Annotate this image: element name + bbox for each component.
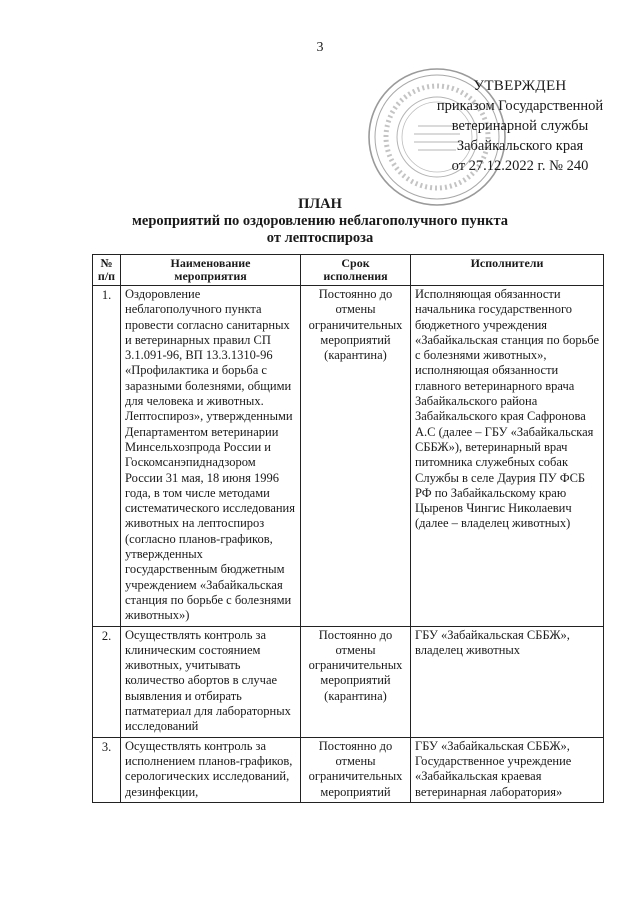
header-activity-line-2: мероприятия [174, 269, 247, 283]
header-executors-label: Исполнители [470, 256, 544, 270]
row-executors: ГБУ «Забайкальская СББЖ», владелец животных [411, 626, 604, 737]
table-row [93, 626, 604, 737]
row-number: 3. [93, 737, 121, 802]
row-term: Постоянно до отмены ограничительных мероприятий [301, 737, 411, 802]
row-activity: Осуществлять контроль за исполнением планов-графиков, серологических исследований, дезинфекции, [121, 737, 301, 802]
row-executors: ГБУ «Забайкальская СББЖ», Государственное учреждение «Забайкальская краевая ветеринарная лаборатория» [411, 737, 604, 802]
header-activity [121, 255, 301, 286]
header-number-line-1: № [100, 256, 113, 270]
row-number: 1. [93, 286, 121, 627]
approval-line-2: ветеринарной службы [451, 118, 589, 134]
row-activity: Осуществлять контроль за клиническим состоянием животных, учитывать количество абортов в случае выявления и отбирать патматериал для лабораторных исследований [121, 626, 301, 737]
plan-table [92, 254, 604, 803]
document-title [0, 196, 640, 247]
table-row [93, 737, 604, 802]
title-line-2: мероприятий по оздоровлению неблагополучного пункта [132, 213, 508, 229]
row-executors: Исполняющая обязанности начальника государственного бюджетного учреждения «Забайкальская станция по борьбе с болезнями животных», исполняющая обязанности главного ветеринарного врача Забайкальского района Забайкальского края Сафронова А.С (далее – ГБУ «Забайкальская СББЖ»), ветеринарный врач питомника служебных собак Службы в селе Даурия ПУ ФСБ РФ по Забайкальскому краю Цыренов Чингис Николаевич (далее – владелец животных) [411, 286, 604, 627]
approval-line-4: от 27.12.2022 г. № 240 [451, 158, 589, 174]
header-number [93, 255, 121, 286]
header-number-line-2: п/п [97, 269, 116, 283]
table-header-row [93, 255, 604, 286]
approval-heading: УТВЕРЖДЕН [473, 78, 567, 94]
approval-line-1: приказом Государственной [436, 98, 604, 114]
approval-line-3: Забайкальского края [456, 138, 584, 154]
row-term: Постоянно до отмены ограничительных мероприятий (карантина) [301, 626, 411, 737]
header-term-line-1: Срок [341, 256, 370, 270]
header-term [301, 255, 411, 286]
approval-block [420, 76, 620, 176]
title-line-3: от лептоспироза [266, 230, 374, 246]
header-term-line-2: исполнения [323, 269, 388, 283]
row-activity: Оздоровление неблагополучного пункта провести согласно санитарных и ветеринарных правил СП 3.1.091-96, ВП 13.3.1310-96 «Профилактика и борьба с заразными болезнями, общими для человека и животных. Лептоспироз», утвержденными Департаментом ветеринарии Минсельхозпрода России и Госкомсанэпиднадзором России 31 мая, 18 июня 1996 года, в том числе методами систематического исследования животных на лептоспироз (согласно планов-графиков, утвержденных государственным бюджетным учреждением «Забайкальская станция по борьбе с болезнями животных») [121, 286, 301, 627]
title-line-1: ПЛАН [298, 196, 342, 212]
page-number: 3 [316, 40, 324, 55]
row-term: Постоянно до отмены ограничительных мероприятий (карантина) [301, 286, 411, 627]
table-row [93, 286, 604, 627]
row-number: 2. [93, 626, 121, 737]
header-executors [411, 255, 604, 286]
header-activity-line-1: Наименование [170, 256, 251, 270]
